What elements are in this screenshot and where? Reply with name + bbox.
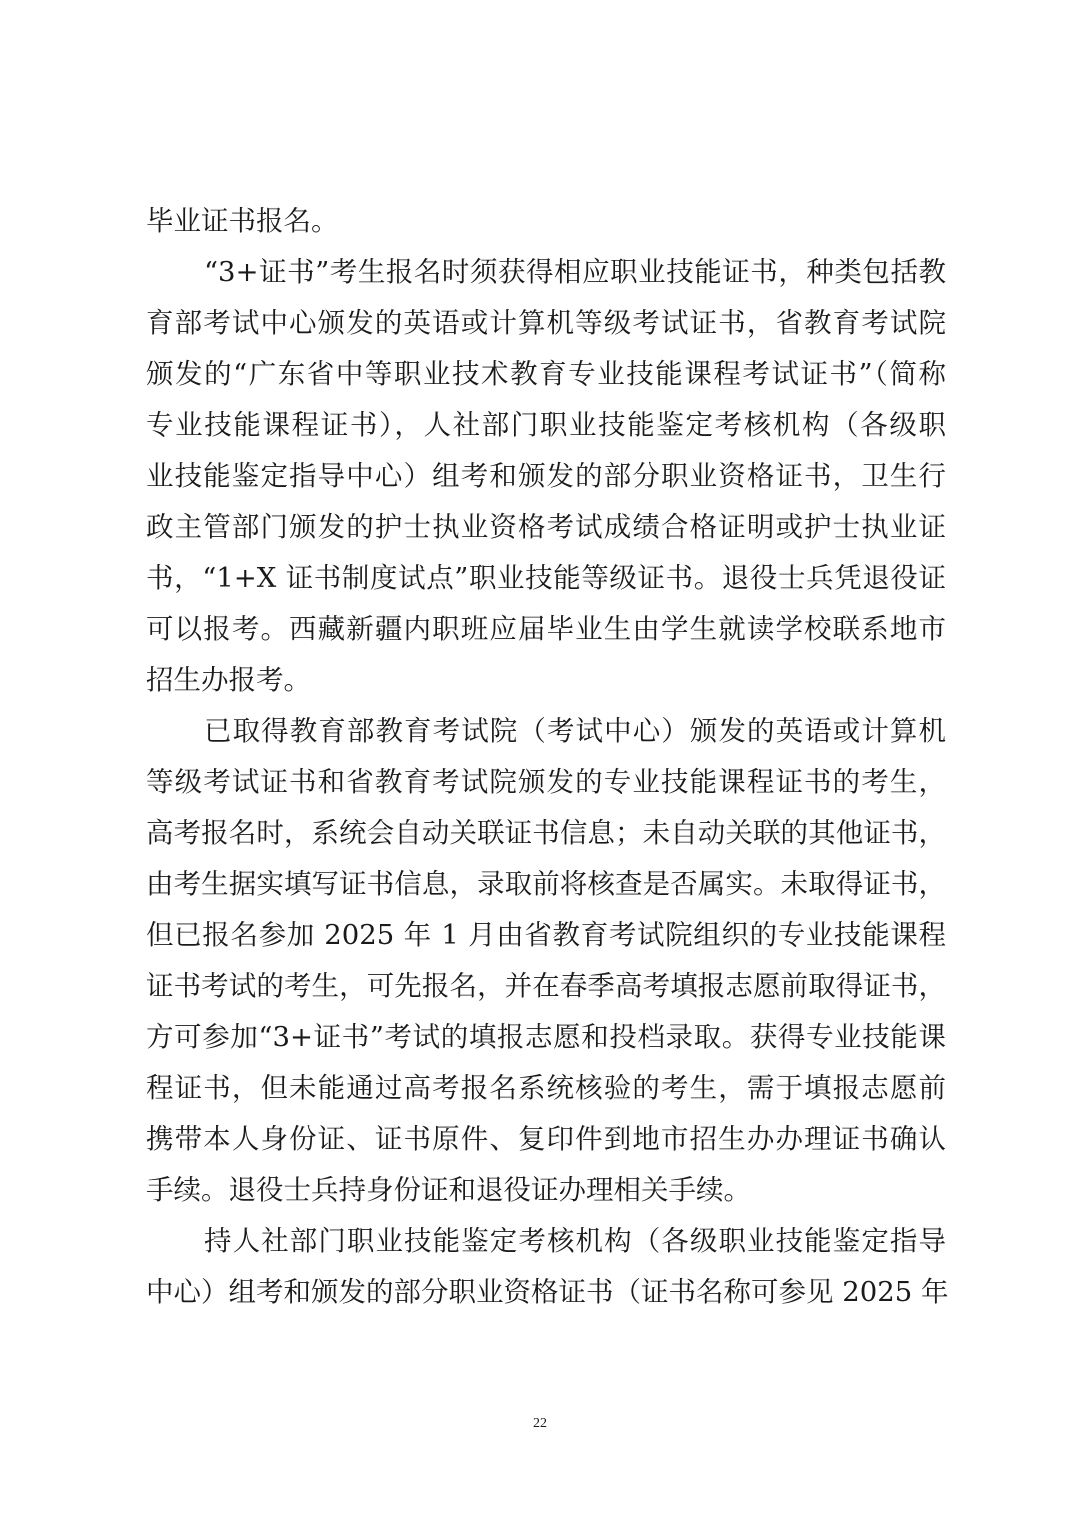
text-line: 手续。退役士兵持身份证和退役证办理相关手续。 [146, 1174, 751, 1206]
text-line: 专业技能课程证书），人社部门职业技能鉴定考核机构（各级职 [146, 409, 946, 441]
text-line: 书，“1+X 证书制度试点”职业技能等级证书。退役士兵凭退役证 [146, 562, 946, 594]
text-line: 等级考试证书和省教育考试院颁发的专业技能课程证书的考生， [146, 766, 946, 798]
text-line: 由考生据实填写证书信息，录取前将核查是否属实。未取得证书， [146, 868, 946, 900]
text-line: 但已报名参加 2025 年 1 月由省教育考试院组织的专业技能课程 [146, 919, 946, 951]
text-line: 业技能鉴定指导中心）组考和颁发的部分职业资格证书，卫生行 [146, 460, 946, 492]
text-line: 方可参加“3+证书”考试的填报志愿和投档录取。获得专业技能课 [146, 1021, 946, 1053]
text-line: 毕业证书报名。 [146, 205, 339, 237]
text-line: 已取得教育部教育考试院（考试中心）颁发的英语或计算机 [204, 715, 946, 747]
text-line: 持人社部门职业技能鉴定考核机构（各级职业技能鉴定指导 [204, 1225, 946, 1257]
text-line: 证书考试的考生，可先报名，并在春季高考填报志愿前取得证书， [146, 970, 946, 1002]
text-line: 政主管部门颁发的护士执业资格考试成绩合格证明或护士执业证 [146, 511, 946, 543]
text-line: 育部考试中心颁发的英语或计算机等级考试证书，省教育考试院 [146, 307, 946, 339]
text-line: 中心）组考和颁发的部分职业资格证书（证书名称可参见 2025 年 [146, 1276, 949, 1308]
document-body [146, 196, 949, 1318]
page-number: 22 [533, 1416, 547, 1431]
text-line: 可以报考。西藏新疆内职班应届毕业生由学生就读学校联系地市 [146, 613, 946, 645]
text-line: 携带本人身份证、证书原件、复印件到地市招生办办理证书确认 [146, 1123, 946, 1155]
text-line: 程证书，但未能通过高考报名系统核验的考生，需于填报志愿前 [146, 1072, 946, 1104]
text-line: 高考报名时，系统会自动关联证书信息；未自动关联的其他证书， [146, 817, 946, 849]
text-line: 颁发的“广东省中等职业技术教育专业技能课程考试证书”（简称 [146, 358, 946, 390]
text-line: “3+证书”考生报名时须获得相应职业技能证书，种类包括教 [204, 256, 946, 288]
text-line: 招生办报考。 [146, 664, 311, 696]
